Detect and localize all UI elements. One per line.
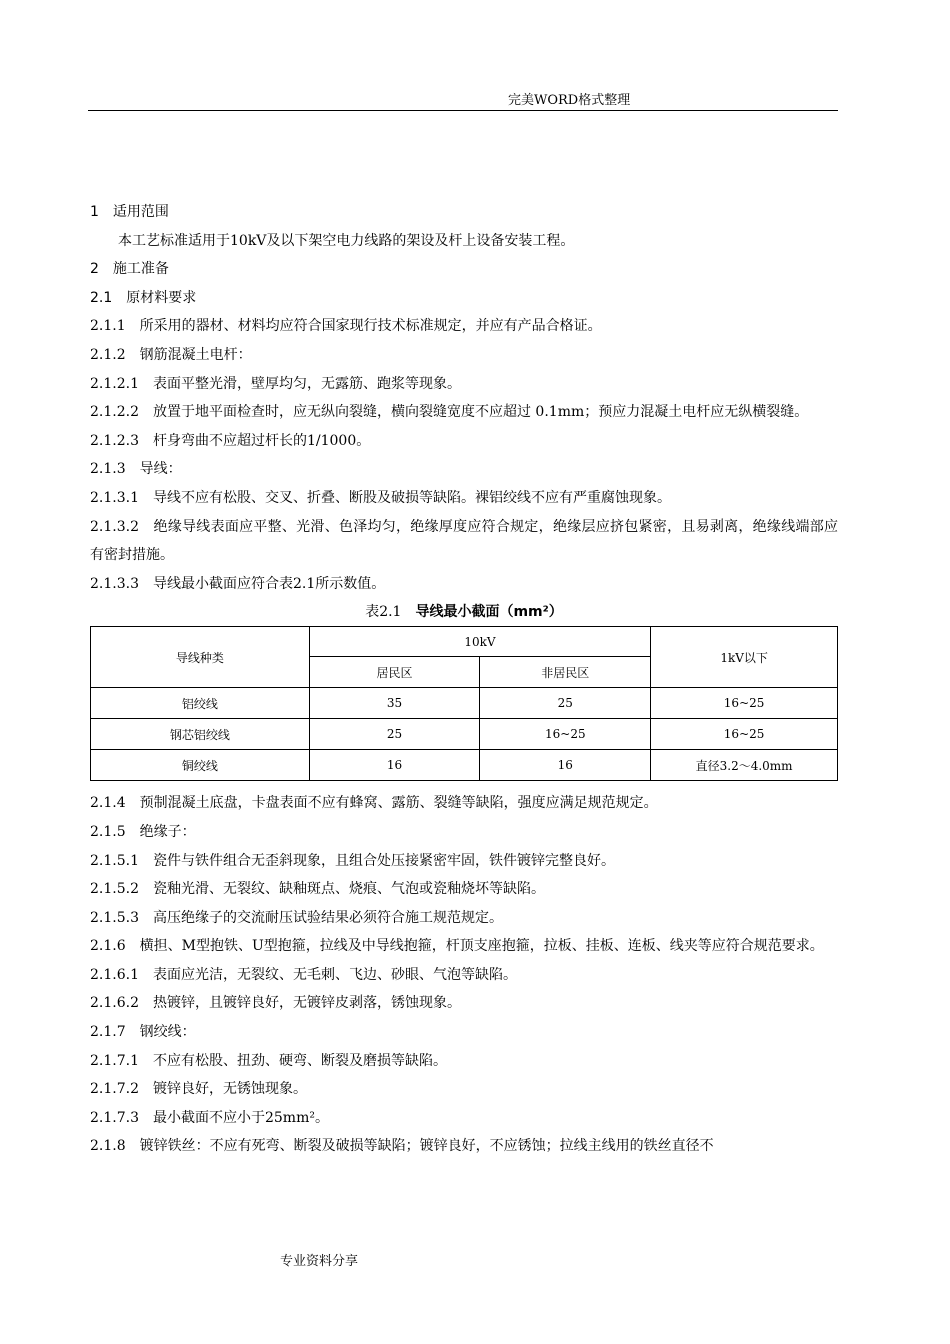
paragraph: 2.1.7 钢绞线：: [90, 1024, 196, 1041]
paragraph: 2.1.6.2 热镀锌，且镀锌良好，无镀锌皮剥落，锈蚀现象。: [90, 995, 461, 1012]
paragraph: 2.1.3 导线：: [90, 461, 182, 478]
table-cell-residential: 35: [309, 688, 480, 719]
table-cell-low: 16~25: [651, 688, 838, 719]
document-body: [90, 198, 838, 1161]
table-cell-type: 铜绞线: [91, 750, 310, 781]
section-heading: 1 适用范围: [90, 204, 169, 220]
conductor-section-table: [90, 626, 838, 781]
table-cell-nonresidential: 16~25: [480, 719, 651, 750]
table-cell-residential: 16: [309, 750, 480, 781]
paragraph: 2.1.8 镀锌铁丝：不应有死弯、断裂及破损等缺陷；镀锌良好，不应锈蚀；拉线主线用的铁丝直径不: [90, 1138, 714, 1155]
paragraph: 2.1.4 预制混凝土底盘，卡盘表面不应有蜂窝、露筋、裂缝等缺陷，强度应满足规范规定。: [90, 795, 658, 812]
paragraph: 2.1.7.3 最小截面不应小于25mm²。: [90, 1109, 329, 1126]
header-residential: 居民区: [309, 657, 480, 688]
page-footer: 专业资料分享: [280, 1254, 359, 1269]
paragraph: 2.1.6 横担、M型抱铁、U型抱箍，拉线及中导线抱箍，杆顶支座抱箍，拉板、挂板、连板、线夹等应符合规范要求。: [90, 938, 824, 955]
header-1kv: 1kV以下: [651, 627, 838, 688]
table-cell-low: 16~25: [651, 719, 838, 750]
table-cell-low: 直径3.2～4.0mm: [651, 750, 838, 781]
paragraph: 2.1.3.2 绝缘导线表面应平整、光滑、色泽均匀，绝缘厚度应符合规定，绝缘层应挤包紧密，且易剥离，绝缘线端部应有密封措施。: [90, 518, 838, 564]
table-cell-type: 铝绞线: [91, 688, 310, 719]
paragraph: 2.1.3.3 导线最小截面应符合表2.1所示数值。: [90, 575, 386, 592]
table-caption-title: 导线最小截面（mm²）: [415, 604, 563, 621]
paragraph: 2.1.2.2 放置于地平面检查时，应无纵向裂缝，横向裂缝宽度不应超过 0.1mm；预应力混凝土电杆应无纵横裂缝。: [90, 404, 809, 421]
table-cell-nonresidential: 25: [480, 688, 651, 719]
section-heading: 2 施工准备: [90, 261, 169, 278]
paragraph: 2.1.2 钢筋混凝土电杆：: [90, 346, 252, 363]
table-row: [91, 750, 838, 781]
paragraph: 2.1.2.1 表面平整光滑，壁厚均匀，无露筋、跑浆等现象。: [90, 375, 461, 392]
table-row: [91, 688, 838, 719]
table-caption-number: 表2.1: [365, 604, 402, 621]
section-before-table: [90, 198, 838, 598]
table-caption: [90, 598, 838, 626]
table-body: [91, 688, 838, 781]
paragraph: 2.1.5.2 瓷釉光滑、无裂纹、缺釉斑点、烧痕、气泡或瓷釉烧坏等缺陷。: [90, 881, 545, 898]
header-10kv: 10kV: [309, 627, 651, 657]
paragraph: 2.1.2.3 杆身弯曲不应超过杆长的1/1000。: [90, 432, 371, 449]
paragraph: 2.1.5.1 瓷件与铁件组合无歪斜现象，且组合处压接紧密牢固，铁件镀锌完整良好。: [90, 852, 615, 869]
paragraph: 2.1.3.1 导线不应有松股、交叉、折叠、断股及破损等缺陷。裸铝绞线不应有严重腐蚀现象。: [90, 489, 671, 506]
paragraph: 本工艺标准适用于10kV及以下架空电力线路的架设及杆上设备安装工程。: [118, 232, 575, 249]
header-text: 完美WORD格式整理: [508, 93, 631, 108]
table-cell-residential: 25: [309, 719, 480, 750]
paragraph: 2.1.5 绝缘子：: [90, 823, 196, 840]
paragraph: 2.1.7.1 不应有松股、扭劲、硬弯、断裂及磨损等缺陷。: [90, 1052, 447, 1069]
paragraph: 2.1.5.3 高压绝缘子的交流耐压试验结果必须符合施工规范规定。: [90, 909, 503, 926]
table-cell-type: 钢芯铝绞线: [91, 719, 310, 750]
paragraph: 2.1.6.1 表面应光洁，无裂纹、无毛刺、飞边、砂眼、气泡等缺陷。: [90, 966, 517, 983]
header-conductor-type: 导线种类: [91, 627, 310, 688]
page-header: [88, 94, 838, 111]
paragraph: 2.1.7.2 镀锌良好，无锈蚀现象。: [90, 1081, 307, 1098]
section-after-table: [90, 789, 838, 1161]
paragraph: 2.1.1 所采用的器材、材料均应符合国家现行技术标准规定，并应有产品合格证。: [90, 318, 602, 335]
section-heading: 2.1 原材料要求: [90, 289, 197, 306]
header-nonresidential: 非居民区: [480, 657, 651, 688]
table-cell-nonresidential: 16: [480, 750, 651, 781]
table-row: [91, 719, 838, 750]
